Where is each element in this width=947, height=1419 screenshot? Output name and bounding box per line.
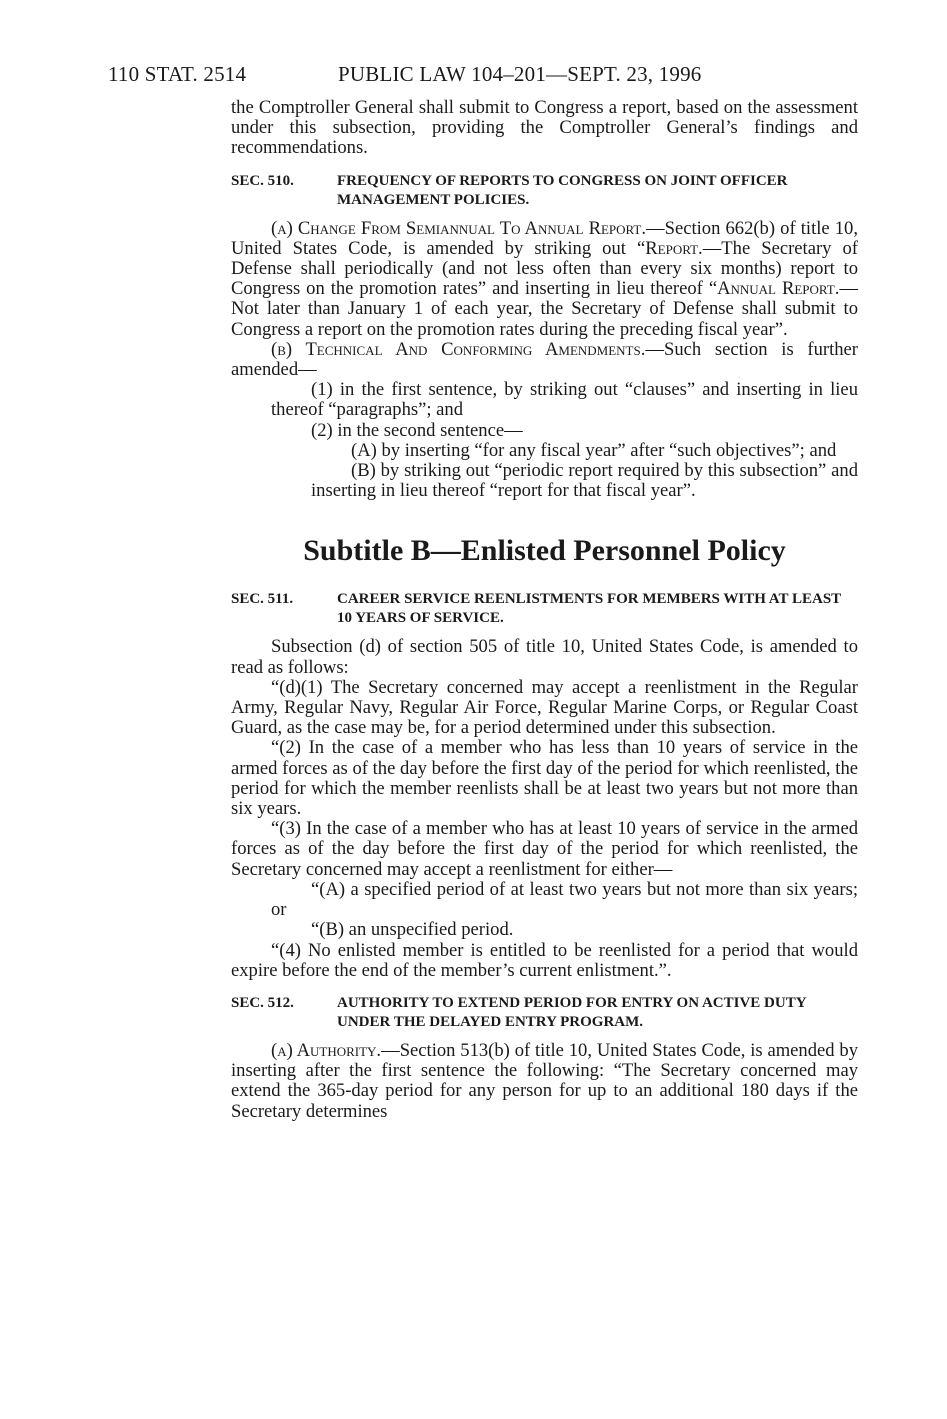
body-column [231,98,858,1122]
quoted-paragraph: “(4) No enlisted member is entitled to be reenlisted for a period that would expire before the end of the member’s current enlistment.”. [231,939,858,981]
section-512-subsection-a: (a) Authority.—Section 513(b) of title 10, United States Code, is amended by inserting after the first sentence the following: “The Secretary concerned may extend the 365-day period for any person for up to an additional 180 days if the Secretary determines [231,1039,858,1122]
subsection-heading: (b) Technical And Conforming Amendments. [271,338,646,360]
list-item: (A) by inserting “for any fiscal year” after “such objectives”; and [351,439,837,461]
page-header [108,62,702,87]
statute-citation: 110 STAT. 2514 [108,62,247,86]
section-title: AUTHORITY TO EXTEND PERIOD FOR ENTRY ON ACTIVE DUTY UNDER THE DELAYED ENTRY PROGRAM. [337,994,806,1030]
list-item: (2) in the second sentence— [311,419,523,441]
quoted-paragraph: “(d)(1) The Secretary concerned may accept a reenlistment in the Regular Army, Regular Navy, Regular Air Force, Regular Marine Corps, or Regular Coast Guard, as the case may be, for a period determined under this subsection. [231,676,858,739]
public-law-citation: PUBLIC LAW 104–201—SEPT. 23, 1996 [338,62,702,86]
section-title: CAREER SERVICE REENLISTMENTS FOR MEMBERS WITH AT LEAST 10 YEARS OF SERVICE. [337,591,841,627]
quoted-paragraph: “(2) In the case of a member who has less than 10 years of service in the armed forces as of the day before the first day of the period for which reenlisted, the period for which the member reenlists shall be at least two years but not more than six years. [231,737,858,820]
section-title: FREQUENCY OF REPORTS TO CONGRESS ON JOINT OFFICER MANAGEMENT POLICIES. [337,172,788,208]
quoted-list-item: “(A) a specified period of at least two years but not more than six years; or [271,878,858,921]
section-510-subsection-b: (b) Technical And Conforming Amendments.—Such section is further amended— [231,338,858,381]
list-item: (B) by striking out “periodic report required by this subsection” and inserting in lieu thereof “report for that fiscal year”. [311,460,858,502]
section-number: SEC. 512. [231,994,294,1011]
section-number: SEC. 510. [231,172,294,189]
section-511-heading [231,590,858,628]
list-item: (1) in the first sentence, by striking out “clauses” and inserting in lieu thereof “paragraphs”; and [271,379,858,421]
subsection-heading: (a) Change From Semiannual To Annual Report. [271,217,647,239]
subsection-heading: (a) Authority. [271,1039,382,1061]
section-511-paragraph: Subsection (d) of section 505 of title 10, United States Code, is amended to read as follows: [231,636,858,678]
subtitle-heading: Subtitle B—Enlisted Personnel Policy [303,534,786,568]
section-510-subsection-a: (a) Change From Semiannual To Annual Report.—Section 662(b) of title 10, United States Code, is amended by striking out “Report.—The Secretary of Defense shall periodically (and not less often than every six months) report to Congress on the promotion rates” and inserting in lieu thereof “Annual Report.— Not later than January 1 of each year, the Secretary of Defense shall submit to Congress a report on the promotion rates during the preceding fiscal year”. [231,217,858,340]
section-number: SEC. 511. [231,591,294,608]
section-512-heading [231,994,858,1032]
section-510-heading [231,172,858,210]
quoted-paragraph: “(3) In the case of a member who has at least 10 years of service in the armed forces as of the day before the first day of the period for which reenlisted, the Secretary concerned may accept a reenlistment for either— [231,818,858,880]
quoted-list-item: “(B) an unspecified period. [311,919,514,941]
intro-paragraph: the Comptroller General shall submit to Congress a report, based on the assessment under this subsection, providing the Comptroller General’s findings and recommendations. [231,97,858,159]
